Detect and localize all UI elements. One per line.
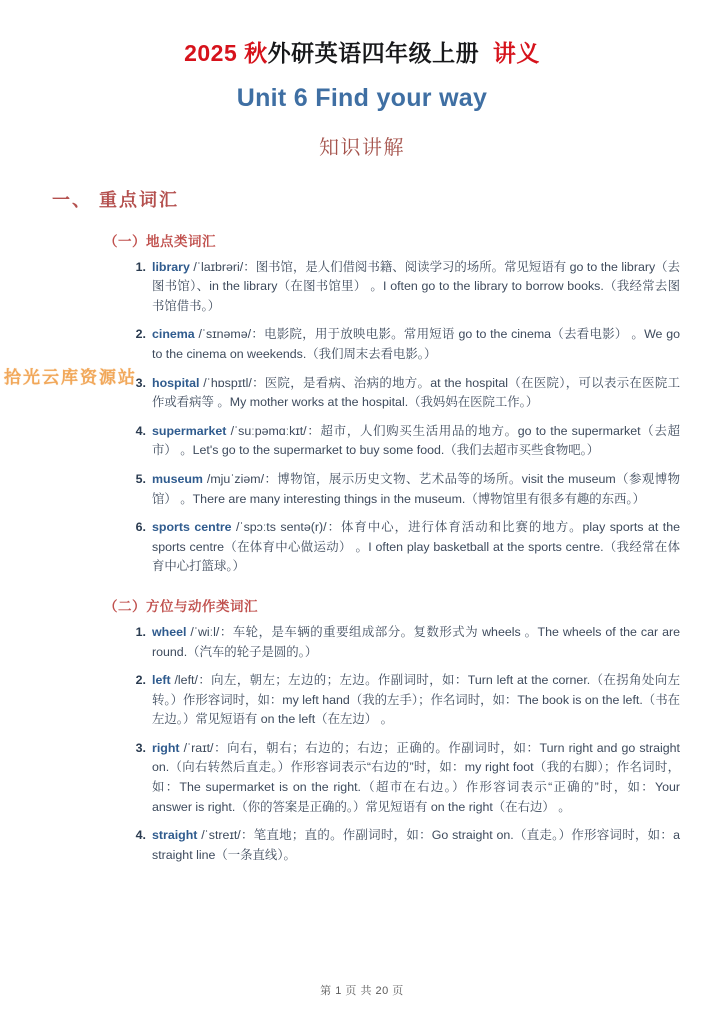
vocab-entry xyxy=(152,258,680,317)
subsection-heading: （二）方位与动作类词汇 xyxy=(104,598,258,614)
vocab-body: 图书馆，是人们借阅书籍、阅读学习的场所。常见短语有 go to the library（去图书馆）、in the library（在图书馆里） 。I often go to the library to borrow books.（我经常去图书馆借书。） xyxy=(152,259,680,313)
vocab-body: 电影院，用于放映电影。常用短语 go to the cinema（去看电影） 。We go to the cinema on weekends.（我们周末去看电影。） xyxy=(152,327,680,361)
vocab-body: 笔直地；直的。作副词时，如：Go straight on.（直走。）作形容词时，如：a straight line（一条直线）。 xyxy=(152,828,680,862)
vocab-headword: museum xyxy=(152,471,203,486)
vocab-ipa: /mjuˈziəm/： xyxy=(206,471,278,486)
vocab-ipa: /left/： xyxy=(174,673,212,688)
vocab-entry xyxy=(152,623,680,662)
unit-title: Unit 6 Find your way xyxy=(236,83,488,112)
subsection-place-words xyxy=(0,230,724,577)
vocab-entry xyxy=(152,325,680,364)
vocab-headword: wheel xyxy=(152,624,187,639)
section-heading: 一、 重点词汇 xyxy=(52,189,180,210)
vocab-ipa: /ˈstreɪt/： xyxy=(201,828,254,843)
vocab-headword: library xyxy=(152,259,190,274)
vocab-entry xyxy=(152,739,680,817)
vocab-body: 体育中心，进行体育活动和比赛的地方。play sports at the sports centre（在体育中心做运动） 。I often play basketball at the sports centre.（我经常在体育中心打篮球。） xyxy=(152,520,680,574)
page-footer: 第 1 页 共 20 页 xyxy=(320,985,404,997)
vocab-ipa: /ˈraɪt/： xyxy=(183,740,228,755)
vocab-body: 车轮，是车辆的重要组成部分。复数形式为 wheels 。The wheels of the car are round.（汽车的轮子是圆的。） xyxy=(152,624,680,659)
vocab-headword: hospital xyxy=(152,375,200,390)
vocab-ipa: /ˈwiːl/： xyxy=(190,624,233,639)
watermark: 拾光云库资源站 xyxy=(4,368,137,387)
vocab-headword: cinema xyxy=(152,327,195,342)
vocab-entry xyxy=(152,518,680,577)
page-title xyxy=(0,0,724,68)
vocab-entry xyxy=(152,671,680,730)
vocab-body: 超市，人们购买生活用品的地方。go to the supermarket（去超市） 。Let's go to the supermarket to buy some food.（我们去超市买些食物吧。） xyxy=(152,423,680,458)
subsection-heading: （一）地点类词汇 xyxy=(104,233,216,249)
vocab-body: 向右，朝右；右边的；右边；正确的。作副词时，如：Turn right and go straight on.（向右转然后直走。）作形容词表示“右边的”时，如：my right foot（我的右脚）；作名词时，如：The supermarket is on the right.（超市在右边。）作形容词表示“正确的”时，如：Your answer is right.（你的答案是正确的。）常见短语有 on the right（在右边） 。 xyxy=(152,740,680,814)
vocab-ipa: /ˈlaɪbrəri/： xyxy=(193,259,256,274)
vocab-list-directions xyxy=(0,623,724,866)
vocab-body: 博物馆，展示历史文物、艺术品等的场所。visit the museum（参观博物馆） 。There are many interesting things in the museum.（博物馆里有很多有趣的东西。） xyxy=(152,471,680,506)
vocab-body: 医院，是看病、治病的地方。at the hospital（在医院），可以表示在医院工作或看病等 。My mother works at the hospital.（我妈妈在医院工作。） xyxy=(152,375,680,410)
vocab-list-places xyxy=(0,258,724,577)
section-key-vocabulary xyxy=(0,186,724,866)
vocab-headword: straight xyxy=(152,828,198,843)
vocab-entry xyxy=(152,374,680,413)
page-title-tail: 讲义 xyxy=(492,40,540,66)
vocab-ipa: /ˈsuːpəmɑːkɪt/： xyxy=(230,423,321,438)
vocab-headword: left xyxy=(152,673,171,688)
vocab-entry xyxy=(152,422,680,461)
vocab-entry xyxy=(152,470,680,509)
vocab-ipa: /ˈhɒspɪtl/： xyxy=(203,375,265,390)
vocab-headword: supermarket xyxy=(152,423,227,438)
vocab-ipa: /ˈsɪnəmə/： xyxy=(198,327,265,342)
vocab-entry xyxy=(152,826,680,865)
page-title-year: 2025 秋 xyxy=(184,40,268,66)
vocab-body: 向左，朝左；左边的；左边。作副词时，如：Turn left at the corner.（在拐角处向左转。）作形容词时，如：my left hand（我的左手）；作名词时，如：The book is on the left.（书在左边。）常见短语有 on the left（在左边） 。 xyxy=(152,673,680,727)
vocab-headword: right xyxy=(152,740,180,755)
page-title-rest: 外研英语四年级上册 xyxy=(267,40,480,66)
vocab-headword: sports centre xyxy=(152,520,232,535)
document-subtitle: 知识讲解 xyxy=(319,136,405,159)
vocab-ipa: /ˈspɔːts sentə(r)/： xyxy=(236,520,341,535)
subsection-direction-words xyxy=(0,595,724,866)
